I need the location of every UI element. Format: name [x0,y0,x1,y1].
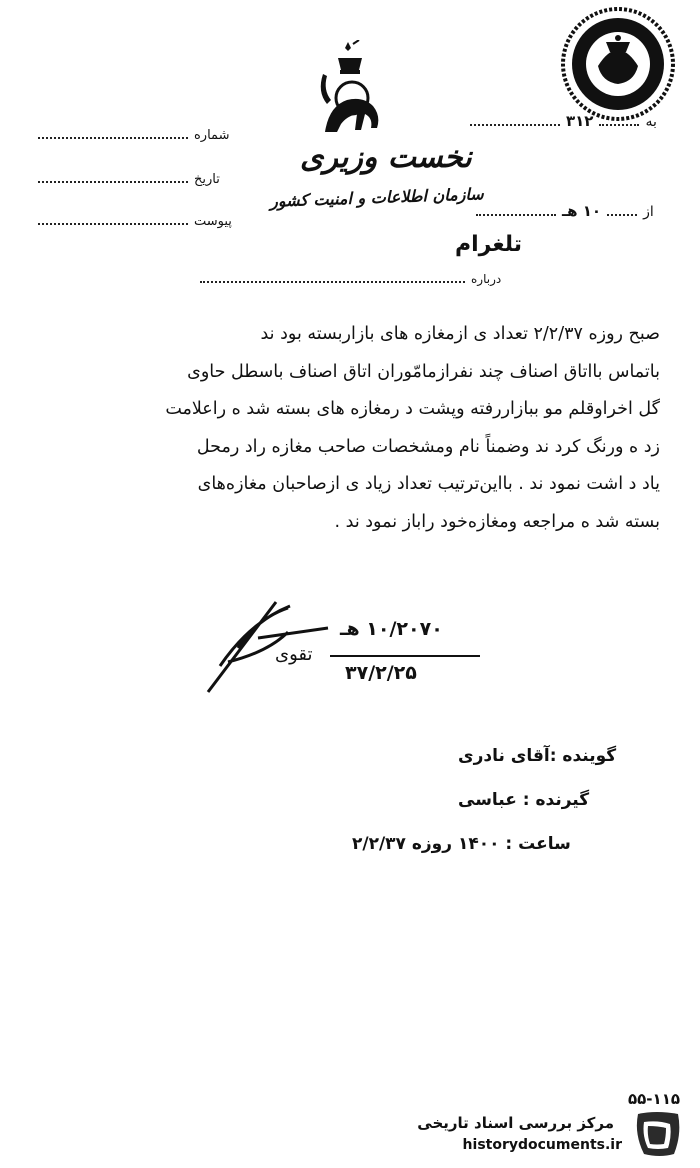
number-label: شماره [194,128,230,143]
attachment-field [38,214,232,229]
handwritten-signature-icon [198,588,348,698]
date-label: تاریخ [194,172,220,187]
number-field [38,128,229,143]
body-line: زد ه ورنگ کرد ند وضمناً نام ومشخصات صاحب مغازه راد رمحل [196,436,660,457]
page-number: ۵۵-۱۱۵ [628,1090,681,1108]
body-line: صبح روزه ۲/۲/۳۷ تعداد ی ازمغازه های بازاربسته بود ند [260,324,660,344]
telegram-body [80,316,660,541]
body-line: گل اخراوقلم مو ببازاررفته وپشت د رمغازه های بسته شد ه راعلامت [165,399,660,419]
date-field [38,172,220,187]
watermark-title: مرکز بررسی اسناد تاریخی [417,1114,614,1132]
attachment-label: پیوست [194,214,232,229]
letterhead-title: نخست وزیری [300,140,472,175]
receiver-line: گیرنده : عباسی [458,790,590,810]
sender-label: از [643,204,654,220]
archive-watermark [402,1106,692,1162]
letterhead-subtitle: سازمان اطلاعات و امنیت کشور [269,184,484,211]
watermark-url: historydocuments.ir [462,1137,622,1153]
body-line: یاد د اشت نمود ند . بااین‌ترتیب تعداد زیاد ی ازصاحبان مغازه‌های [197,474,660,494]
lion-and-sun-emblem-icon [305,40,395,150]
subject-field [200,272,501,286]
recipient-field [470,112,657,130]
sender-field [476,202,654,220]
time-line: ساعت : ۱۴۰۰ روزه ۲/۲/۳۷ [352,834,571,854]
sender-line: گوینده :آقای نادری [458,746,617,766]
signer-name: تقوی [275,644,313,665]
body-line: بسته شد ه مراجعه ومغازه‌خود راباز نمود ند . [334,511,660,532]
signature-divider [330,655,480,657]
reference-number: ۱۰/۲۰۷۰ هـ [340,618,443,640]
recipient-value: ۳۱۲ [566,112,594,130]
recipient-label: به [645,114,657,130]
body-line: باتماس بااتاق اصناف چند نفرازمامّوران اتاق اصناف باسطل حاوی [187,361,660,382]
sender-value: ۱۰ هـ [562,202,602,220]
reference-date: ۳۷/۲/۲۵ [345,662,417,684]
document-type: تلغرام [455,232,523,257]
imperial-seal-stamp-icon [552,4,684,124]
archive-logo-icon [630,1108,686,1160]
subject-label: درباره [471,272,502,286]
